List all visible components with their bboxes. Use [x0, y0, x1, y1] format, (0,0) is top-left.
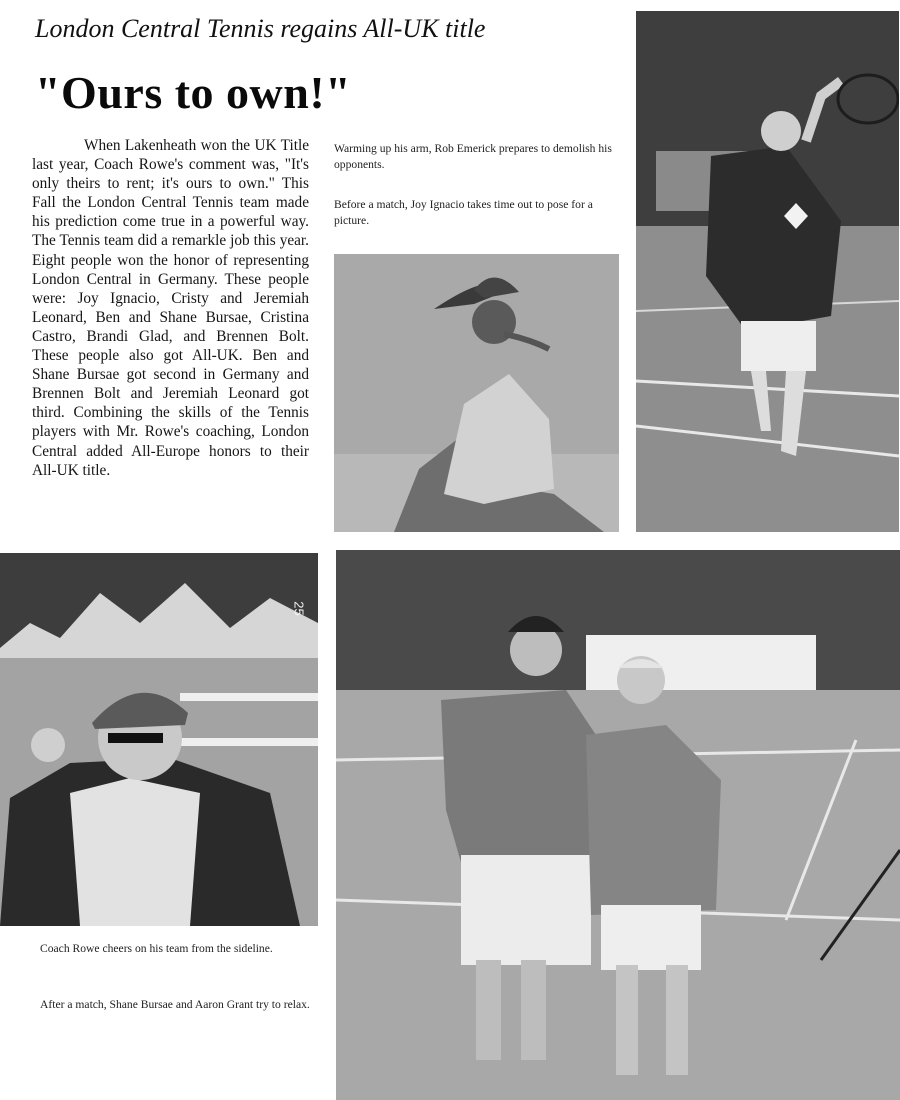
caption-rob-emerick: Warming up his arm, Rob Emerick prepares to demolish his opponents.	[334, 142, 612, 171]
article-kicker: London Central Tennis regains All-UK title	[35, 14, 486, 43]
photo-rob-emerick	[636, 11, 899, 532]
article-body-paragraph: When Lakenheath won the UK Title last year, Coach Rowe's comment was, "It's only theirs to rent; it's ours to own." This Fall the London Central Tennis team made his prediction come true in a powerful way. The Tennis team did a remarkle job this year. Eight people won the honor of representing London Central in Germany. These people were: Joy Ignacio, Cristy and Jeremiah Leonard, Ben and Shane Bursae, Cristina Castro, Brandi Glad, and Brennen Bolt. These people also got All-UK. Ben and Shane Bursae got second in Germany and Brennen Bolt and Jeremiah Leonard got third. Combining the skills of the Tennis players with Mr. Rowe's coaching, London Central added All-Europe honors to their All-UK title.	[32, 137, 309, 479]
photo-timestamp: 25	[291, 601, 307, 616]
photo-coach-rowe	[0, 553, 318, 926]
caption-joy-ignacio: Before a match, Joy Ignacio takes time out to pose for a picture.	[334, 198, 593, 227]
photo-joy-ignacio	[334, 254, 619, 532]
article-headline: "Ours to own!"	[35, 67, 352, 118]
photo-shane-bursae-aaron-grant	[336, 550, 900, 1100]
caption-shane-aaron: After a match, Shane Bursae and Aaron Grant try to relax.	[40, 998, 310, 1011]
caption-coach-rowe: Coach Rowe cheers on his team from the sideline.	[40, 942, 273, 955]
article-body	[32, 136, 309, 480]
